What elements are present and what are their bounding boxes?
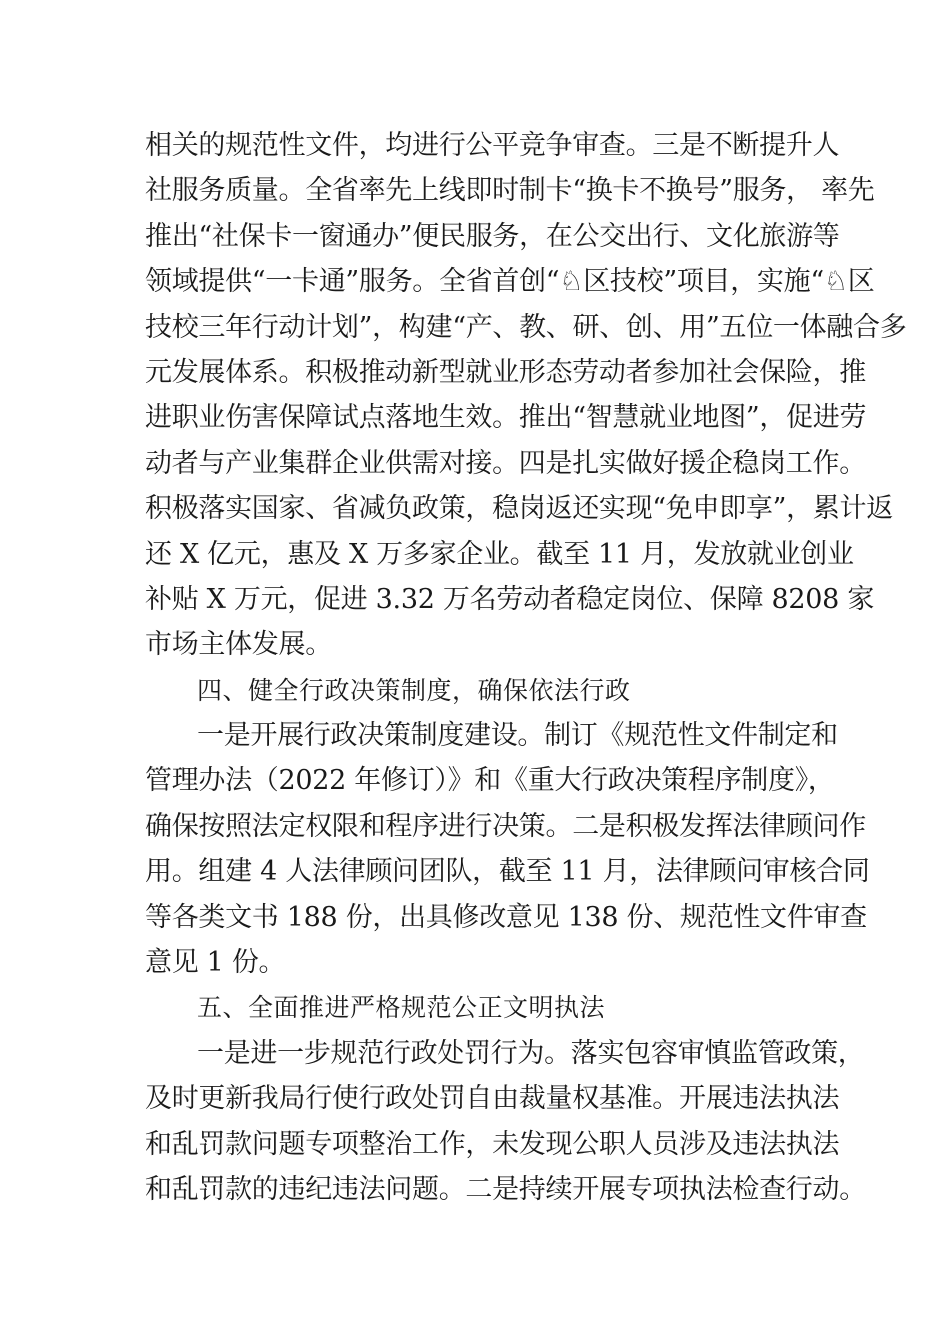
body-line: 还 X 亿元，惠及 X 万多家企业。截至 11 月，发放就业创业 <box>145 538 854 570</box>
body-line: 和乱罚款的违纪违法问题。二是持续开展专项执法检查行动。 <box>145 1173 866 1205</box>
paragraph-first-line: 一是开展行政决策制度建设。制订《规范性文件制定和 <box>197 720 838 752</box>
body-line: 领域提供“一卡通”服务。全省首创“♘区技校”项目，实施“♘区 <box>145 266 875 298</box>
body-line: 相关的规范性文件，均进行公平竞争审查。三是不断提升人 <box>145 130 840 161</box>
body-line: 积极落实国家、省减负政策，稳岗返还实现“免申即享”，累计返 <box>145 493 893 525</box>
document-body <box>145 123 907 1212</box>
body-line: 意见 1 份。 <box>145 947 286 979</box>
body-line: 补贴 X 万元，促进 3.32 万名劳动者稳定岗位、保障 8208 家 <box>145 583 875 615</box>
body-line: 市场主体发展。 <box>145 629 332 661</box>
body-line: 管理办法（2022 年修订）》和《重大行政决策程序制度》， <box>145 765 835 797</box>
body-line: 动者与产业集群企业供需对接。四是扎实做好援企稳岗工作。 <box>145 447 866 479</box>
body-line: 推出“社保卡一窗通办”便民服务，在公交出行、文化旅游等 <box>145 220 840 252</box>
body-line: 用。组建 4 人法律顾问团队，截至 11 月，法律顾问审核合同 <box>145 856 870 888</box>
body-line: 及时更新我局行使行政处罚自由裁量权基准。开展违法执法 <box>145 1083 840 1115</box>
body-line: 确保按照法定权限和程序进行决策。二是积极发挥法律顾问作 <box>145 810 866 842</box>
body-line: 和乱罚款问题专项整治工作，未发现公职人员涉及违法执法 <box>145 1128 840 1160</box>
body-line: 等各类文书 188 份，出具修改意见 138 份、规范性文件审查 <box>145 901 867 933</box>
section-heading: 四、健全行政决策制度，确保依法行政 <box>197 675 631 705</box>
paragraph-first-line: 一是进一步规范行政处罚行为。落实包容审慎监管政策， <box>197 1037 865 1069</box>
body-line: 元发展体系。积极推动新型就业形态劳动者参加社会保险，推 <box>145 356 866 388</box>
body-line: 进职业伤害保障试点落地生效。推出“智慧就业地图”，促进劳 <box>145 402 867 434</box>
body-line: 技校三年行动计划”，构建“产、教、研、创、用”五位一体融合多 <box>145 311 907 343</box>
section-heading: 五、全面推进严格规范公正文明执法 <box>197 993 606 1023</box>
body-line: 社服务质量。全省率先上线即时制卡“换卡不换号”服务， 率先 <box>145 175 875 207</box>
